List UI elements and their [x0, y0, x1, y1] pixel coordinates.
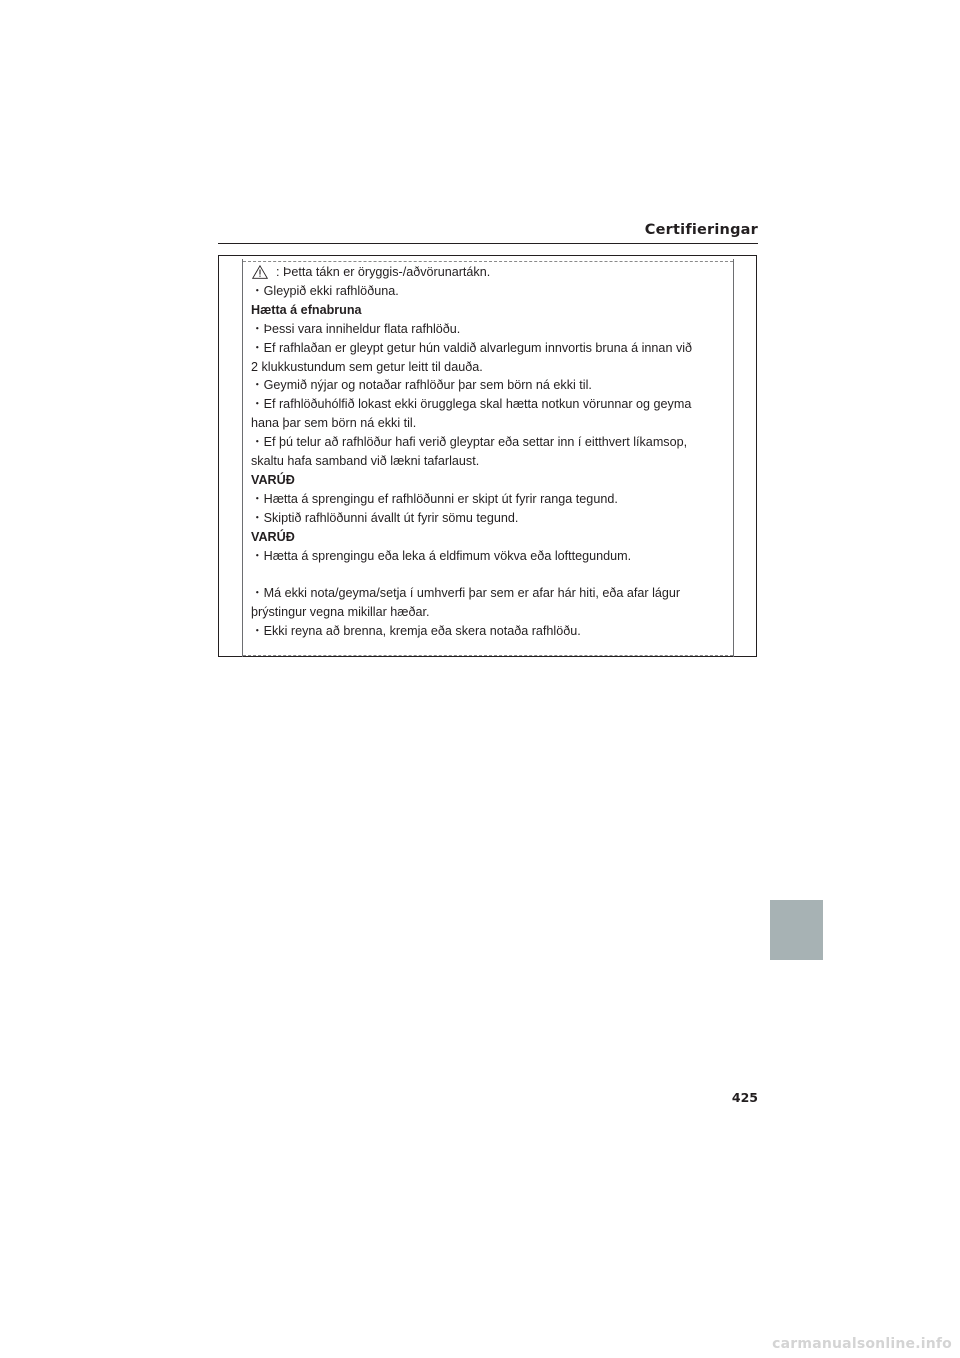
- warning-line: ・Gleypið ekki rafhlöðuna.: [251, 283, 399, 298]
- warning-line: ・Ef þú telur að rafhlöður hafi verið gleyptar eða settar inn í eitthvert líkamsop,: [251, 435, 688, 450]
- warning-line: ・Hætta á sprengingu ef rafhlöðunni er skipt út fyrir ranga tegund.: [251, 491, 618, 506]
- chapter-side-tab: [770, 900, 823, 960]
- watermark: carmanualsonline.info: [772, 1336, 952, 1352]
- dashed-bottom-border: [243, 655, 733, 656]
- warning-line: þrýstingur vegna mikillar hæðar.: [251, 605, 430, 620]
- header-divider: [218, 243, 758, 244]
- warning-content: [251, 263, 727, 641]
- warning-line: ・Ef rafhlöðuhólfið lokast ekki örugglega skal hætta notkun vörunnar og geyma: [251, 397, 692, 412]
- warning-intro-line: [251, 263, 727, 282]
- caution-heading: VARÚÐ: [251, 472, 295, 487]
- warning-line: skaltu hafa samband við lækni tafarlaust.: [251, 454, 480, 469]
- warning-line: ・Hætta á sprengingu eða leka á eldfimum vökva eða lofttegundum.: [251, 548, 632, 563]
- warning-intro-text: : Þetta tákn er öryggis-/aðvörunartákn.: [276, 265, 491, 279]
- warning-line: 2 klukkustundum sem getur leitt til dauða.: [251, 359, 483, 374]
- warning-line: ・Ef rafhlaðan er gleypt getur hún valdið alvarlegum innvortis bruna á innan við: [251, 340, 693, 355]
- warning-line: ・Skiptið rafhlöðunni ávallt út fyrir sömu tegund.: [251, 510, 519, 525]
- warning-line: ・Þessi vara inniheldur flata rafhlöðu.: [251, 321, 461, 336]
- warning-line: ・Geymið nýjar og notaðar rafhlöður þar sem börn ná ekki til.: [251, 378, 592, 393]
- warning-line: ・Ekki reyna að brenna, kremja eða skera notaða rafhlöðu.: [251, 624, 581, 639]
- section-title: Certifieringar: [644, 222, 758, 238]
- paragraph-gap: [251, 566, 727, 585]
- warning-heading: Hætta á efnabruna: [251, 302, 362, 317]
- caution-heading: VARÚÐ: [251, 529, 295, 544]
- dashed-top-border: [243, 261, 733, 262]
- warning-triangle-icon: [252, 265, 268, 279]
- warning-line: hana þar sem börn ná ekki til.: [251, 416, 417, 431]
- page-number: 425: [731, 1090, 758, 1105]
- warning-line: ・Má ekki nota/geyma/setja í umhverfi þar sem er afar hár hiti, eða afar lágur: [251, 586, 681, 601]
